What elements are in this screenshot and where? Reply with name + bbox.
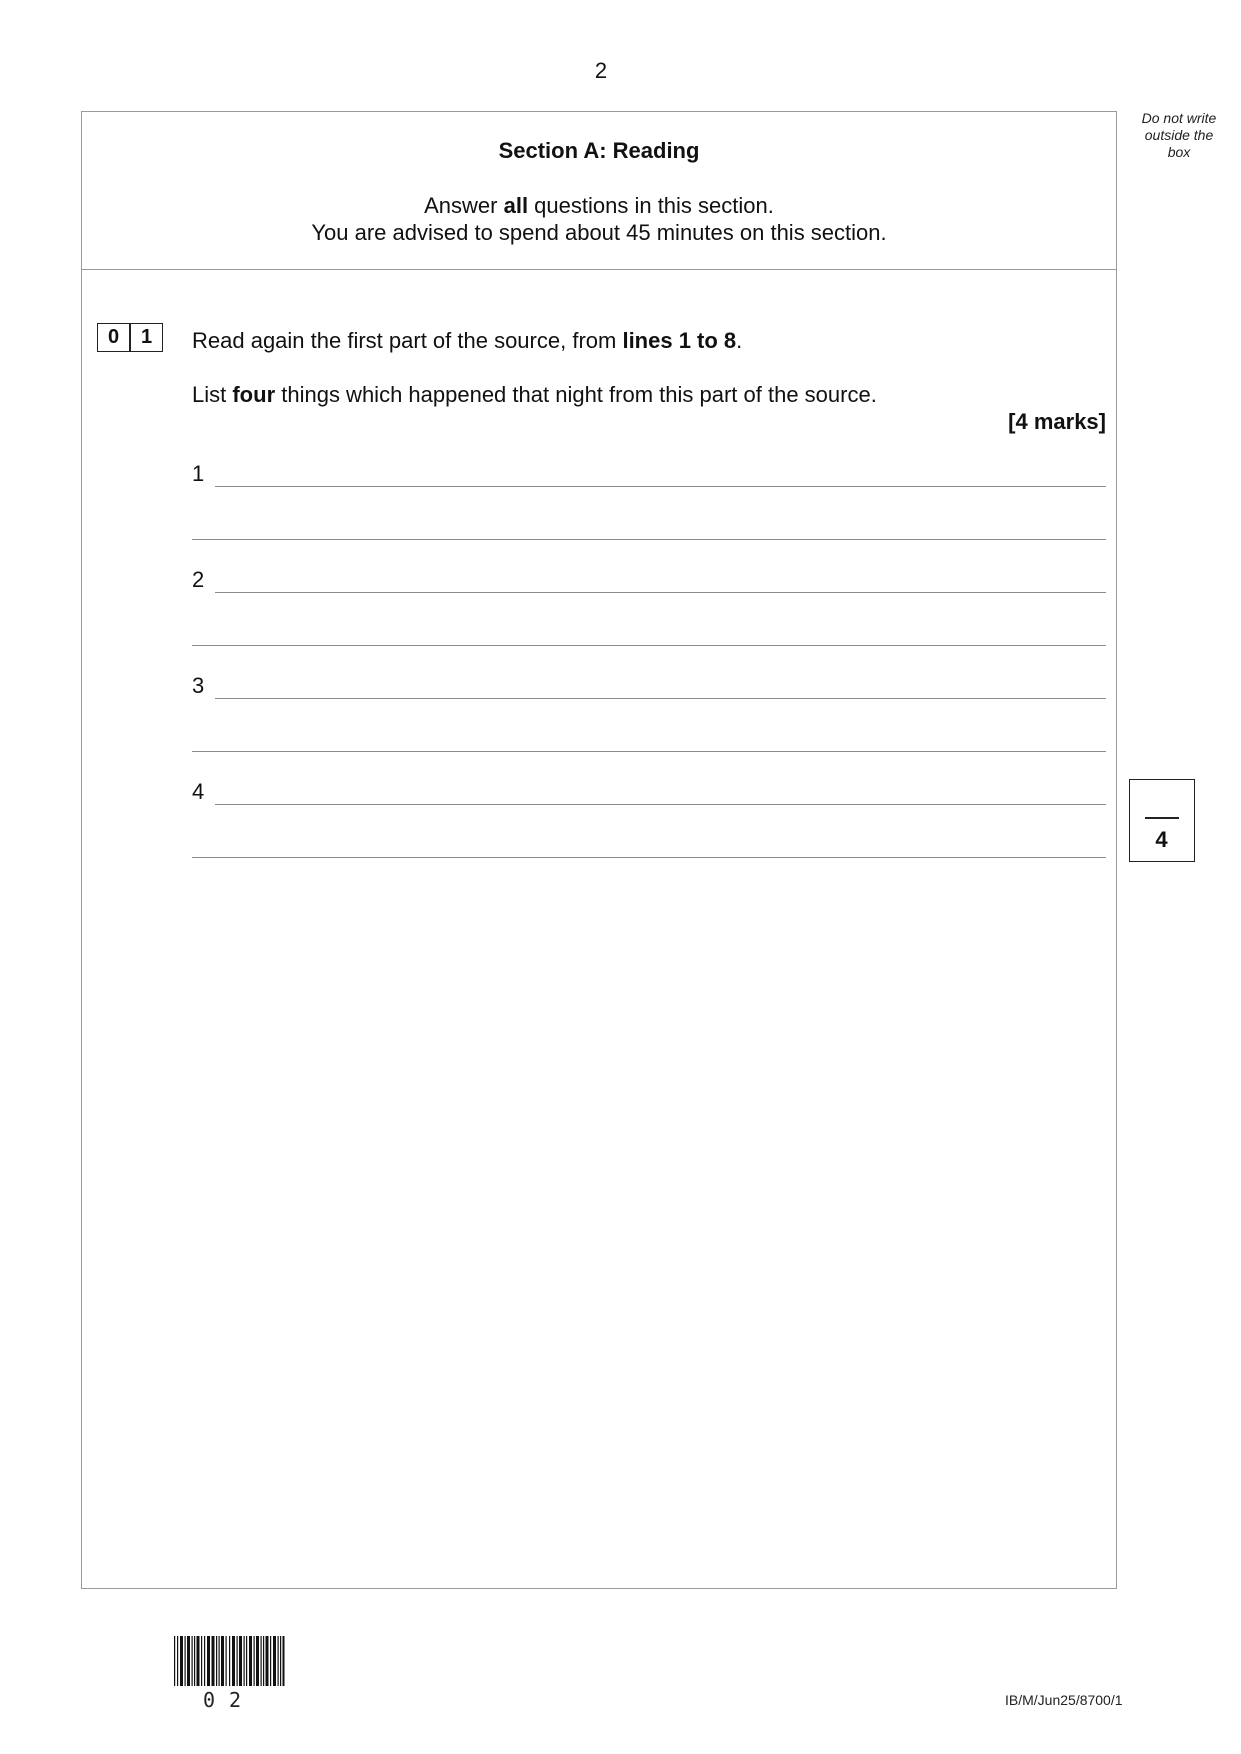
- margin-note-line: outside the: [1144, 127, 1214, 143]
- instruction-answer-all: [82, 193, 1116, 219]
- score-entry-line: [1145, 817, 1179, 819]
- answer-line[interactable]: [215, 698, 1106, 699]
- question-text: Read again the first part of the source, from: [192, 328, 623, 353]
- section-header: [82, 112, 1116, 270]
- margin-note-line: Do not write: [1141, 110, 1217, 126]
- marks-label: [4 marks]: [1008, 409, 1106, 434]
- answer-line[interactable]: [215, 804, 1106, 805]
- answer-line[interactable]: [192, 539, 1106, 540]
- barcode-digits: 02: [203, 1688, 256, 1712]
- answer-line[interactable]: [192, 857, 1106, 858]
- question-number-box: [97, 323, 163, 352]
- question-emphasis: four: [232, 382, 276, 407]
- question-number-digit: 0: [97, 323, 130, 352]
- instruction-text: Answer: [424, 193, 504, 218]
- section-title: Section A: Reading: [498, 138, 700, 163]
- question-text-line1: [192, 328, 742, 354]
- margin-note: [1124, 110, 1234, 161]
- instruction-emphasis: all: [503, 193, 529, 218]
- question-text: List: [192, 382, 233, 407]
- answer-line[interactable]: [215, 486, 1106, 487]
- question-text: .: [736, 328, 743, 353]
- score-box: [1129, 779, 1195, 862]
- answer-line[interactable]: [215, 592, 1106, 593]
- answer-number: 3: [192, 673, 205, 698]
- instruction-time: You are advised to spend about 45 minutes on this section.: [311, 220, 887, 245]
- score-total: 4: [1155, 827, 1168, 852]
- question-text: things which happened that night from this part of the source.: [275, 382, 877, 407]
- paper-reference: IB/M/Jun25/8700/1: [1005, 1692, 1123, 1708]
- answer-number: 2: [192, 567, 205, 592]
- answer-line[interactable]: [192, 645, 1106, 646]
- instruction-text: questions in this section.: [528, 193, 774, 218]
- page-number: 2: [594, 58, 608, 83]
- question-text-line2: [192, 382, 877, 408]
- margin-note-line: box: [1167, 144, 1191, 160]
- question-number-digit: 1: [130, 323, 163, 352]
- answer-number: 4: [192, 779, 205, 804]
- barcode-icon: [174, 1636, 286, 1686]
- answer-line[interactable]: [192, 751, 1106, 752]
- answer-number: 1: [192, 461, 205, 486]
- question-emphasis: lines 1 to 8: [622, 328, 737, 353]
